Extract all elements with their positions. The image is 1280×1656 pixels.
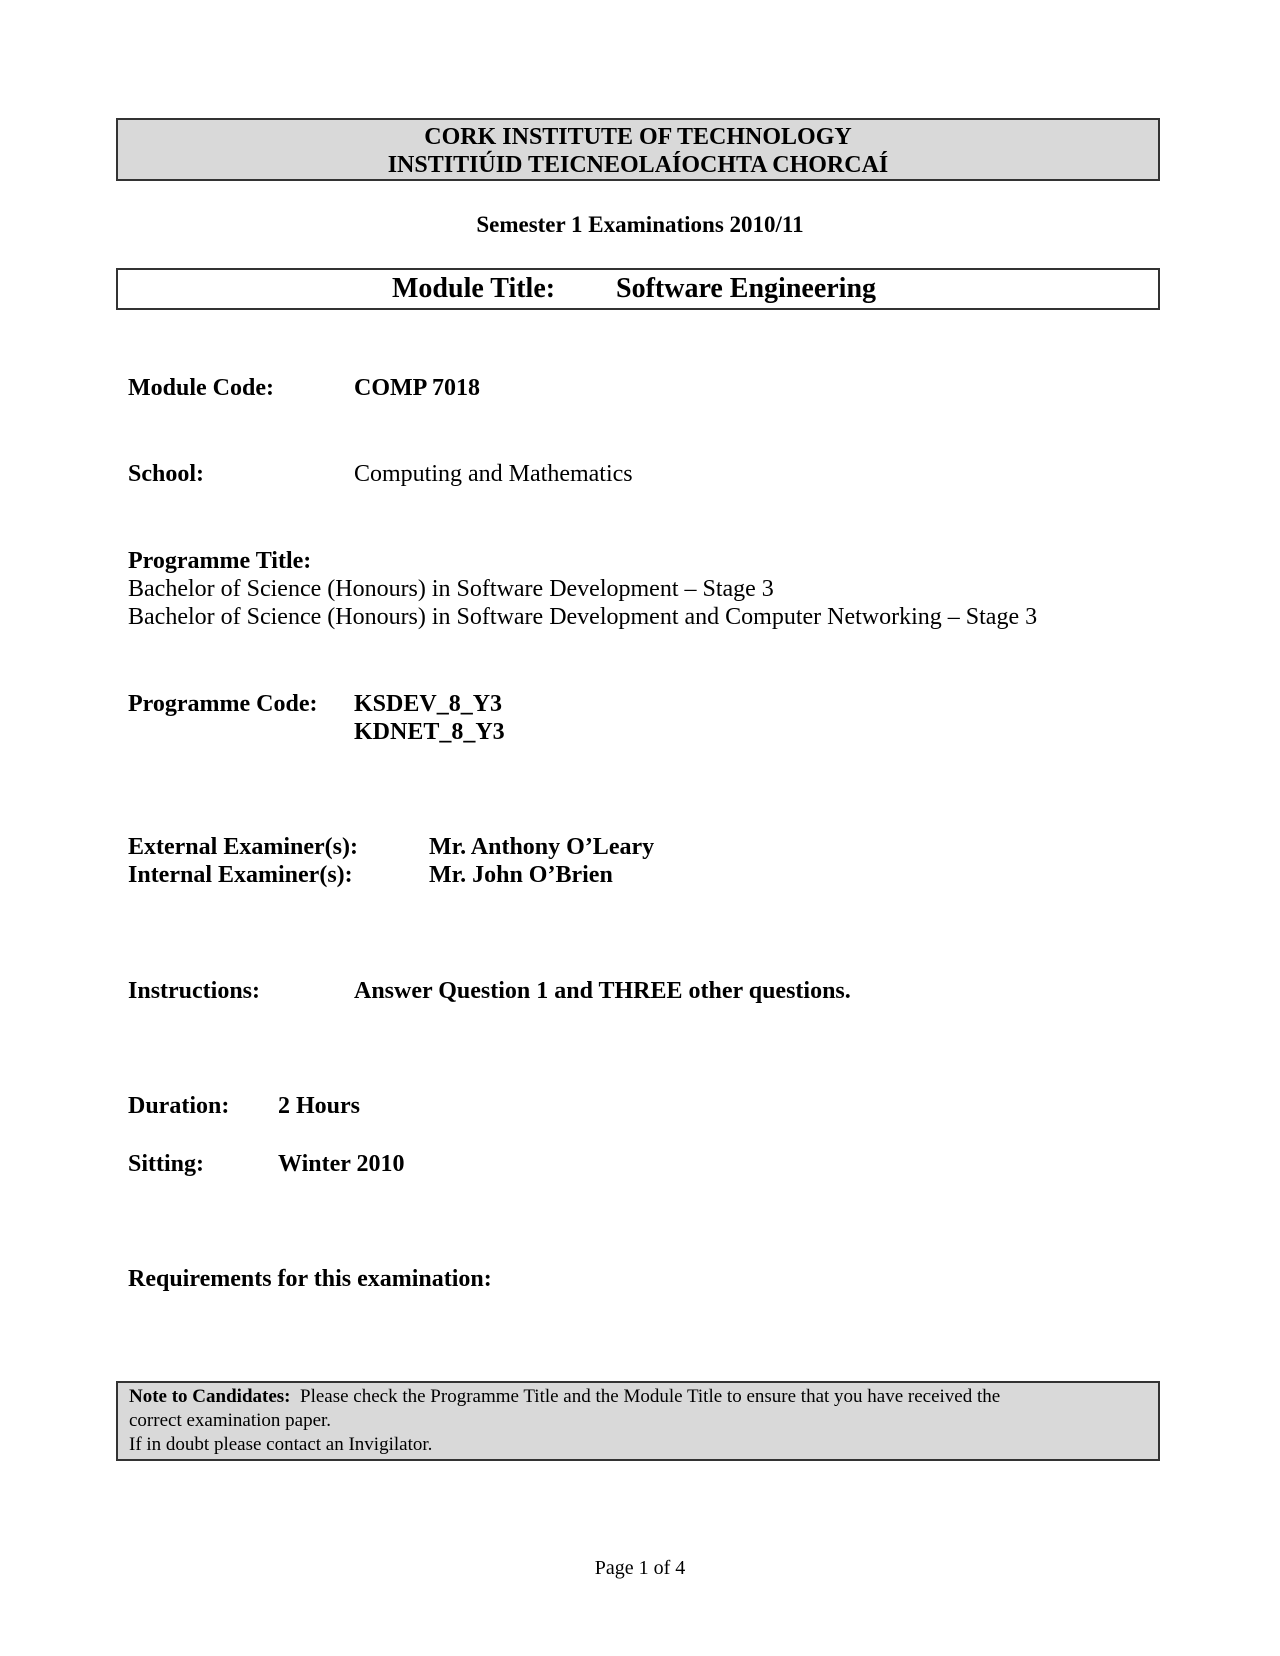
module-title-label: Module Title: bbox=[392, 273, 556, 304]
institute-name-english: CORK INSTITUTE OF TECHNOLOGY bbox=[424, 124, 852, 150]
school-label: School: bbox=[128, 461, 205, 487]
school-value: Computing and Mathematics bbox=[354, 461, 633, 487]
external-examiner-label: External Examiner(s): bbox=[128, 834, 358, 860]
institute-name-irish: INSTITIÚID TEICNEOLAÍOCHTA CHORCAÍ bbox=[387, 152, 889, 178]
note-line: correct examination paper. bbox=[129, 1410, 332, 1431]
programme-title-label: Programme Title: bbox=[128, 548, 312, 574]
instructions-value: Answer Question 1 and THREE other questions. bbox=[354, 978, 851, 1004]
programme-code-label: Programme Code: bbox=[128, 691, 318, 717]
programme-code-value: KSDEV_8_Y3 bbox=[354, 691, 503, 717]
note-text: Please check the Programme Title and the Module Title to ensure that you have received the bbox=[300, 1386, 1001, 1407]
programme-title-line: Bachelor of Science (Honours) in Software Development and Computer Networking – Stage 3 bbox=[128, 604, 1038, 630]
note-line bbox=[129, 1385, 1148, 1409]
note-label: Note to Candidates: bbox=[129, 1386, 291, 1407]
module-title-box bbox=[116, 268, 1160, 310]
module-code-value: COMP 7018 bbox=[354, 375, 480, 401]
requirements-label: Requirements for this examination: bbox=[128, 1266, 492, 1292]
programme-title-line: Bachelor of Science (Honours) in Software Development – Stage 3 bbox=[128, 576, 774, 602]
internal-examiner-label: Internal Examiner(s): bbox=[128, 862, 353, 888]
sitting-value: Winter 2010 bbox=[278, 1151, 405, 1177]
module-title-value: Software Engineering bbox=[616, 273, 877, 304]
note-line: If in doubt please contact an Invigilator. bbox=[129, 1434, 433, 1455]
duration-label: Duration: bbox=[128, 1093, 230, 1119]
module-code-label: Module Code: bbox=[128, 375, 274, 401]
page-number: Page 1 of 4 bbox=[594, 1557, 686, 1579]
institute-header bbox=[116, 118, 1160, 181]
instructions-label: Instructions: bbox=[128, 978, 261, 1004]
semester-heading: Semester 1 Examinations 2010/11 bbox=[476, 212, 804, 237]
external-examiner-value: Mr. Anthony O’Leary bbox=[429, 834, 655, 860]
internal-examiner-value: Mr. John O’Brien bbox=[429, 862, 613, 888]
note-to-candidates bbox=[116, 1381, 1160, 1461]
duration-value: 2 Hours bbox=[278, 1093, 361, 1119]
programme-code-value: KDNET_8_Y3 bbox=[354, 719, 505, 745]
sitting-label: Sitting: bbox=[128, 1151, 205, 1177]
